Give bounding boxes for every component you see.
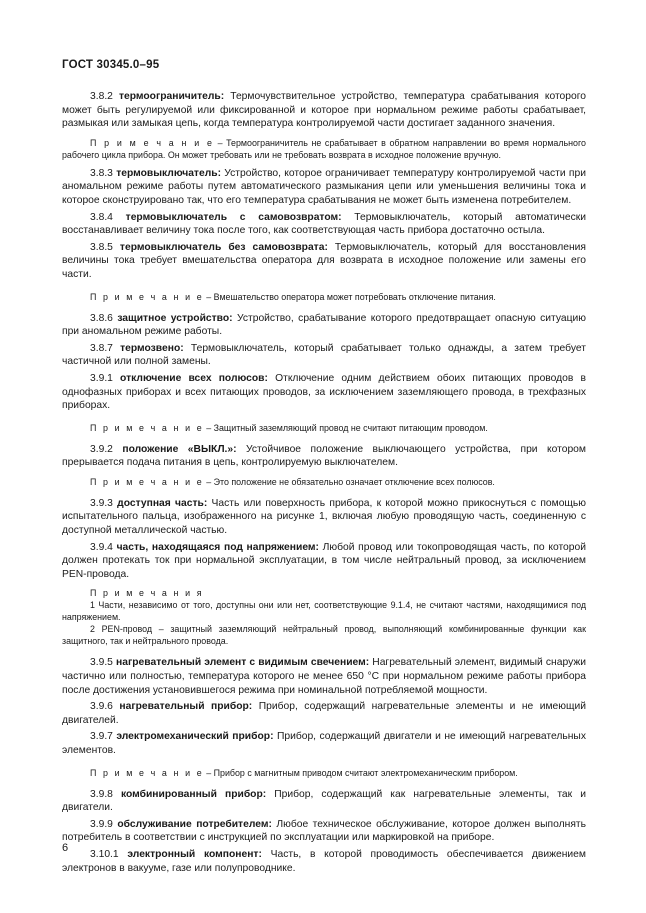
note-3-8-2: П р и м е ч а н и е – Термоограничитель не срабатывает в обратном направлении во время нормального рабочего цикла прибора. Он может требовать или не требовать возврата в исходное положение вручную. (62, 137, 586, 160)
clause-3-9-1: 3.9.1 отключение всех полюсов: Отключение одним действием обоих питающих проводов в однофазных приборах и всех питающих проводов, за исключением заземляющего провода, в трехфазных приборах. (62, 372, 586, 412)
clause-3-9-4: 3.9.4 часть, находящаяся под напряжением: Любой провод или токопроводящая часть, по которой должен протекать ток при нормальной эксплуатации, в том числе нейтральный провод, за исключением PEN-провода. (62, 541, 586, 580)
clause-3-8-2: 3.8.2 термоограничитель: Термочувствительное устройство, температура срабатывания которого может быть регулируемой или фиксированной и которое при нормальном режиме работы срабатывает, размыкая или замыкая цепь, когда температура контролируемой части достигает заданного значения. (62, 91, 586, 130)
clause-3-10-1: 3.10.1 электронный компонент: Часть, в которой проводимость обеспечивается движением электронов в вакууме, газе или полупроводнике. (62, 848, 586, 874)
clause-3-9-2: 3.9.2 положение «ВЫКЛ.»: Устойчивое положение выключающего устройства, при котором прерывается подача питания в цепь, контролируемую выключателем. (62, 443, 586, 469)
clause-3-9-6: 3.9.6 нагревательный прибор: Прибор, содержащий нагревательные элементы и не имеющий двигателей. (62, 701, 586, 726)
clause-3-9-7: 3.9.7 электромеханический прибор: Прибор, содержащий двигатели и не имеющий нагревательных элементов. (62, 731, 586, 756)
page-number: 6 (62, 842, 69, 854)
notes-3-9-4-label: П р и м е ч а н и я (90, 588, 204, 599)
clause-3-8-5: 3.8.5 термовыключатель без самовозврата: Термовыключатель, который для восстановления величины тока требует вмешательства оператора для возврата в исходное положение или замены его части. (62, 241, 586, 280)
clause-3-9-3: 3.9.3 доступная часть: Часть или поверхность прибора, к которой можно прикоснуться с помощью испытательного пальца, изображенного на рисунке 1, включая любую проводящую часть, соединенную с доступной металлической частью. (62, 497, 586, 537)
clause-3-9-9: 3.9.9 обслуживание потребителем: Любое техническое обслуживание, которое должен выполнять потребитель в соответствии с инструкцией по эксплуатации или маркировкой на приборе. (62, 818, 586, 844)
clause-3-8-6: 3.8.6 защитное устройство: Устройство, срабатывание которого предотвращает опасную ситуацию при аномальном режиме работы. (62, 312, 586, 338)
clause-3-8-3: 3.8.3 термовыключатель: Устройство, которое ограничивает температуру контролируемой части при аномальном режиме работы путем автоматического размыкания цепи или уменьшения величины тока и которое сконструировано так, что его температура срабатывания не может быть изменена потребителем. (62, 167, 586, 206)
note-3-9-1: П р и м е ч а н и е – Защитный заземляющий провод не считают питающим проводом. (90, 422, 488, 433)
clause-3-9-5: 3.9.5 нагревательный элемент с видимым свечением: Нагревательный элемент, видимый снаружи частично или полностью, температура которого не менее 650 °С при нормальном режиме работы прибора после достижения установившегося режима при номинальной потребляемой мощности. (62, 657, 586, 696)
clause-3-9-8: 3.9.8 комбинированный прибор: Прибор, содержащий как нагревательные элементы, так и двигатели. (62, 788, 586, 814)
note-3-9-7: П р и м е ч а н и е – Прибор с магнитным приводом считают электромеханическим прибором. (90, 767, 518, 778)
note-3-8-5: П р и м е ч а н и е – Вмешательство оператора может потребовать отключение питания. (90, 291, 496, 302)
notes-3-9-4-item-2: 2 PEN-провод – защитный заземляющий нейтральный провод, выполняющий комбинированные функции как защитного, так и нейтрального провода. (62, 624, 586, 647)
document-body (62, 90, 586, 875)
clause-3-8-4: 3.8.4 термовыключатель с самовозвратом: Термовыключатель, который автоматически восстанавливает величину тока после того, как соответствующая часть прибора достаточно остыла. (62, 211, 586, 237)
notes-3-9-4-item-1: 1 Части, независимо от того, доступны они или нет, соответствующие 9.1.4, не считают частями, находящимися под напряжением. (62, 600, 586, 623)
standard-header: ГОСТ 30345.0–95 (62, 59, 160, 71)
note-3-9-2: П р и м е ч а н и е – Это положение не обязательно означает отключение всех полюсов. (90, 476, 495, 487)
clause-3-8-7: 3.8.7 термозвено: Термовыключатель, который срабатывает только однажды, а затем требует частичной или полной замены. (62, 342, 586, 368)
